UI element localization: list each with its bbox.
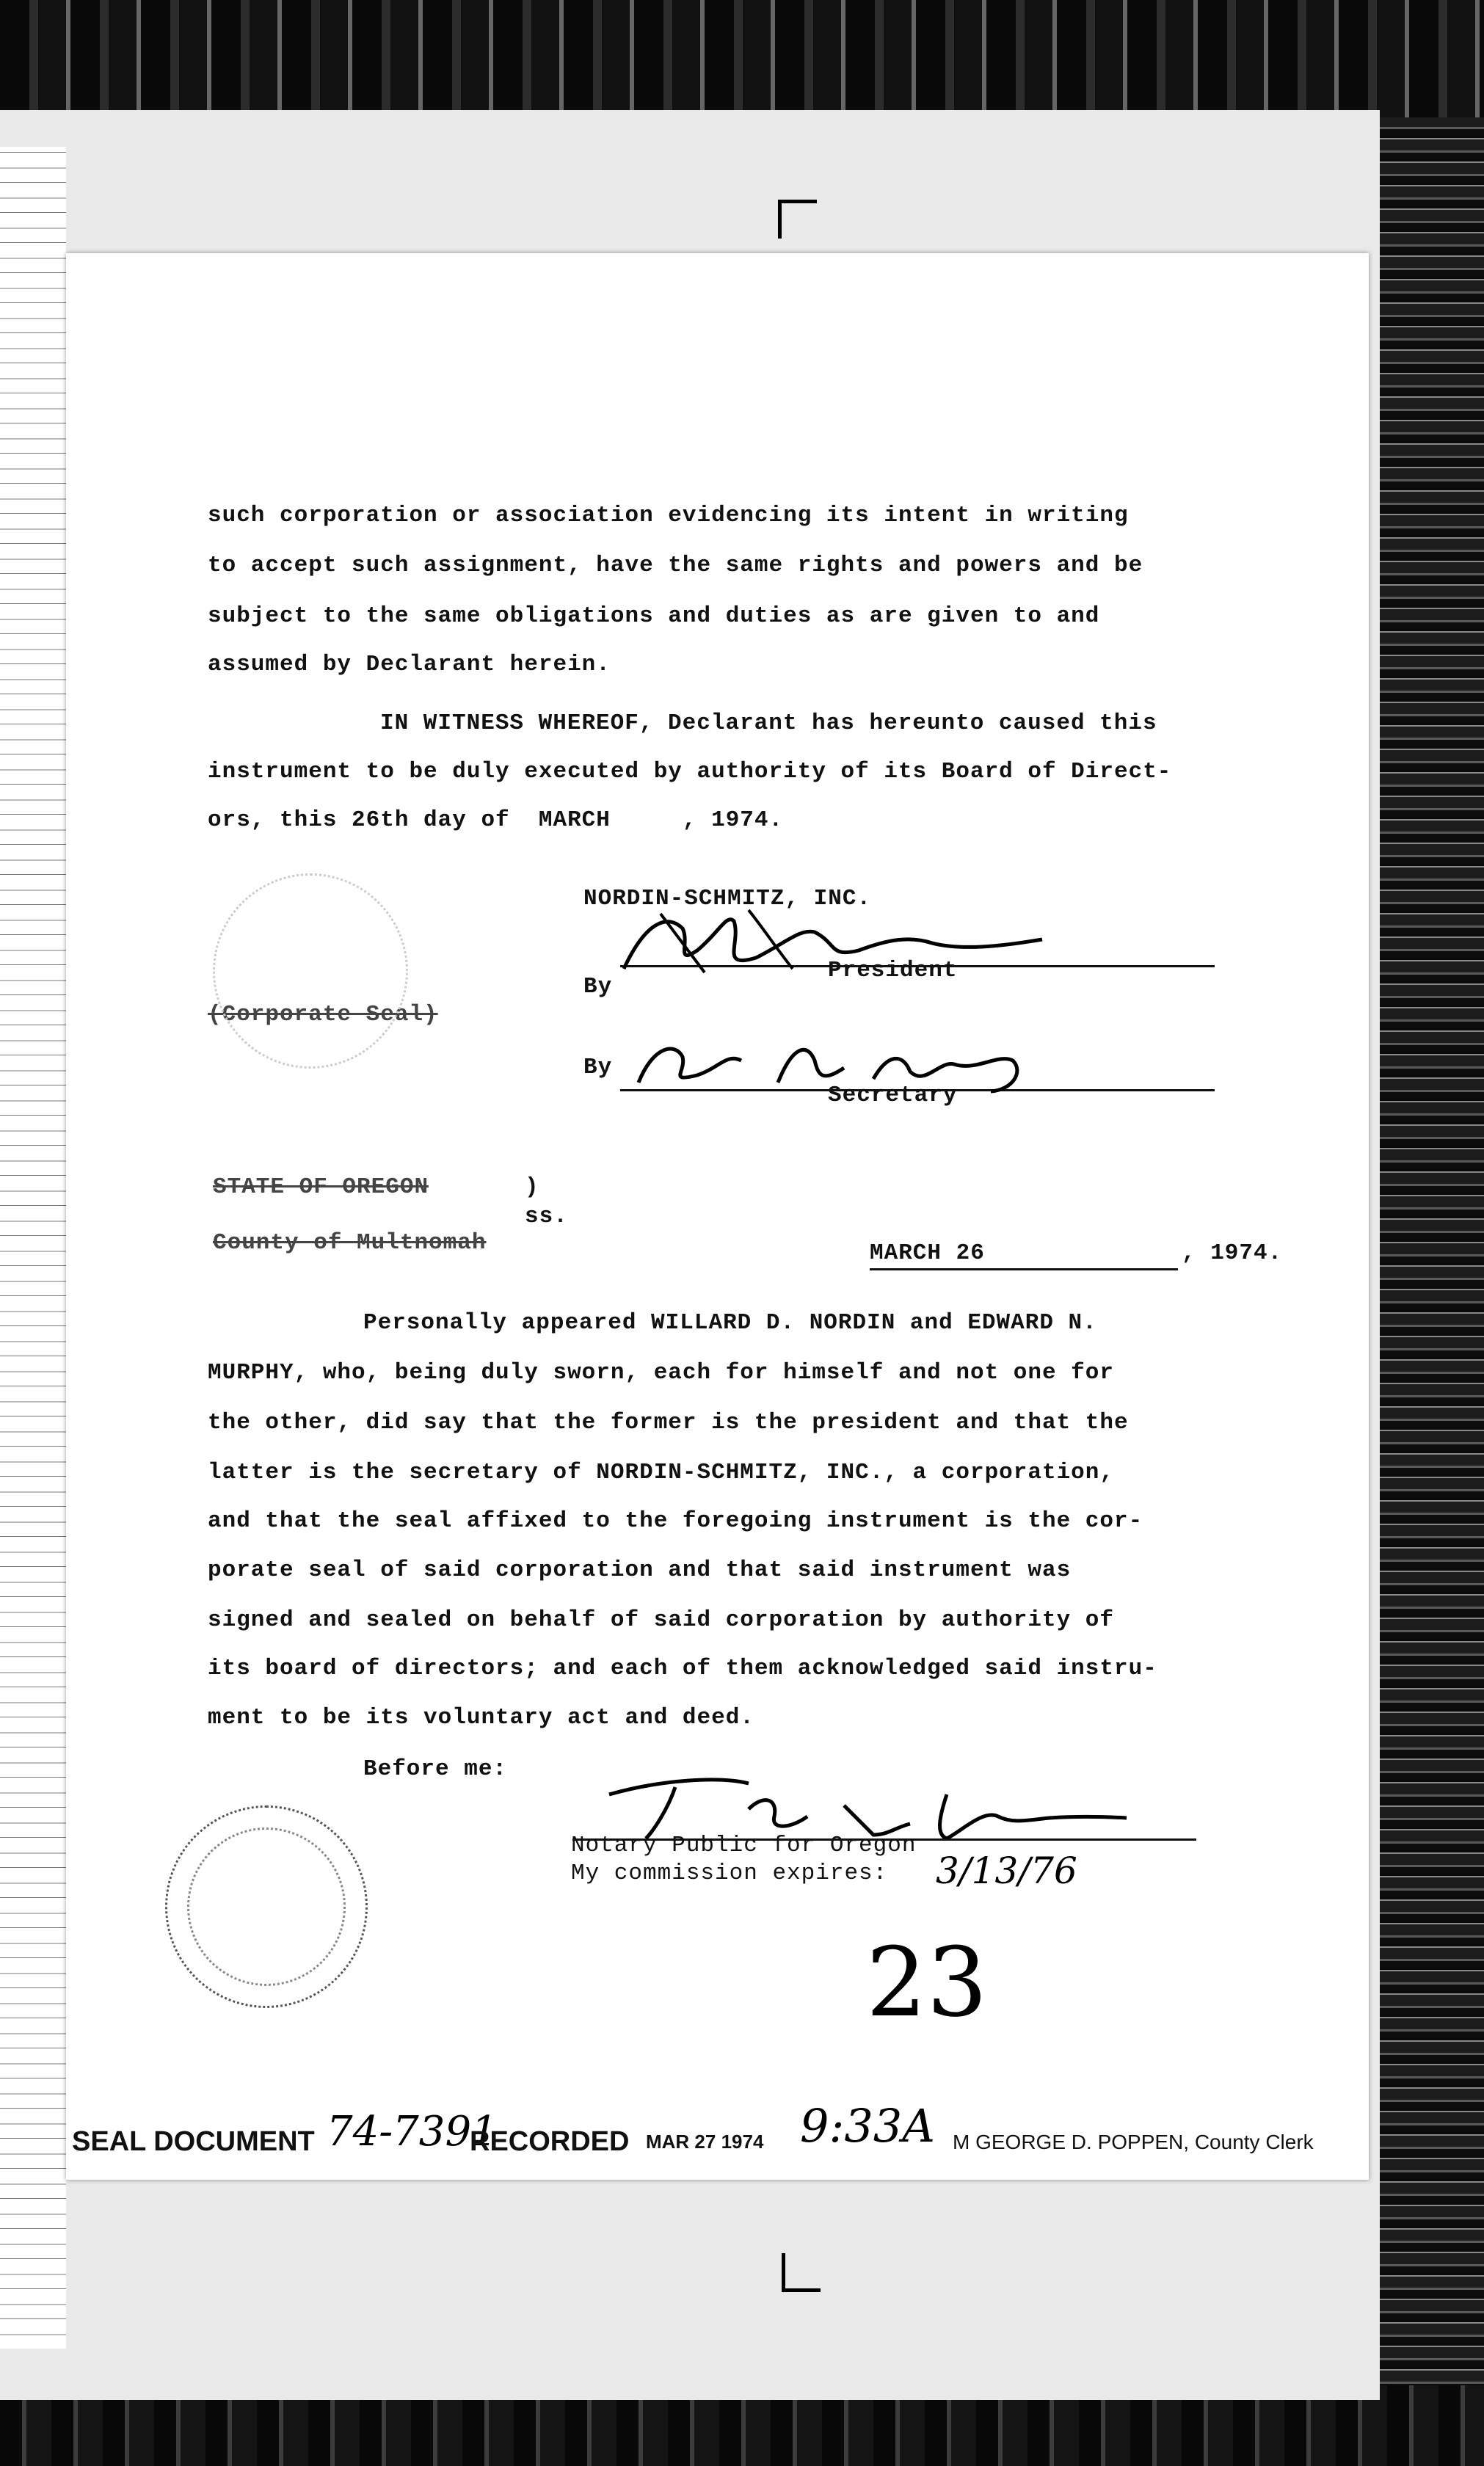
notary-seal-inner <box>187 1827 346 1986</box>
para2-line7: signed and sealed on behalf of said corporation by authority of <box>208 1607 1114 1633</box>
commission-label: My commission expires: <box>571 1861 888 1886</box>
president-title: President <box>828 958 958 983</box>
venue-state: STATE OF OREGON <box>213 1174 429 1200</box>
corporate-seal-impression <box>213 873 408 1069</box>
company-name: NORDIN-SCHMITZ, INC. <box>583 886 872 912</box>
para2-line4: latter is the secretary of NORDIN-SCHMITZ, INC., a corporation, <box>208 1460 1114 1485</box>
para1-line2: to accept such assignment, have the same rights and powers and be <box>208 553 1143 578</box>
crop-mark-top <box>778 200 817 239</box>
recorded-label: RECORDED <box>470 2126 630 2157</box>
para2-line9: ment to be its voluntary act and deed. <box>208 1705 754 1731</box>
para1-line4: assumed by Declarant herein. <box>208 652 611 677</box>
page-number: 23 <box>866 1927 988 2038</box>
county-clerk: M GEORGE D. POPPEN, County Clerk <box>953 2131 1314 2153</box>
notary-title: Notary Public for Oregon <box>571 1833 917 1858</box>
venue-ss: ss. <box>525 1204 568 1229</box>
secretary-title: Secretary <box>828 1083 958 1108</box>
before-me: Before me: <box>363 1756 508 1782</box>
scan-noise-right <box>1372 117 1484 2393</box>
venue-date-line <box>870 1268 1178 1270</box>
venue-brace-1: ) <box>525 1174 539 1200</box>
by-president-label: By <box>583 974 613 1000</box>
by-secretary-label: By <box>583 1055 613 1080</box>
witness-line2: instrument to be duly executed by authority of its Board of Direct- <box>208 759 1172 785</box>
seal-document-label: SEAL DOCUMENT <box>72 2126 315 2157</box>
para2-line3: the other, did say that the former is the president and that the <box>208 1410 1129 1436</box>
scan-noise-top <box>0 0 1484 117</box>
para1-line1: such corporation or association evidencing its intent in writing <box>208 503 1129 528</box>
crop-mark-bottom <box>782 2253 821 2292</box>
commission-date: 3/13/76 <box>936 1849 1077 1892</box>
document-number: 74-7391 <box>327 2108 498 2156</box>
para1-line3: subject to the same obligations and duties as are given to and <box>208 603 1100 629</box>
venue-year: , 1974. <box>1182 1240 1283 1266</box>
witness-line3: ors, this 26th day of MARCH , 1974. <box>208 807 784 833</box>
para2-line8: its board of directors; and each of them acknowledged said instru- <box>208 1656 1157 1681</box>
venue-county: County of Multnomah <box>213 1230 487 1256</box>
recorded-time: 9:33A <box>800 2099 936 2153</box>
corporate-seal-label: (Corporate Seal) <box>208 1002 438 1028</box>
para2-line2: MURPHY, who, being duly sworn, each for himself and not one for <box>208 1360 1114 1386</box>
venue-date: MARCH 26 <box>870 1240 985 1266</box>
scan-noise-left <box>0 147 66 2349</box>
para2-line1: Personally appeared WILLARD D. NORDIN and EDWARD N. <box>363 1310 1097 1336</box>
para2-line6: porate seal of said corporation and that said instrument was <box>208 1557 1072 1583</box>
witness-line1: IN WITNESS WHEREOF, Declarant has hereunto caused this <box>380 710 1157 736</box>
recorded-date: MAR 27 1974 <box>646 2131 764 2153</box>
para2-line5: and that the seal affixed to the foregoing instrument is the cor- <box>208 1508 1143 1534</box>
